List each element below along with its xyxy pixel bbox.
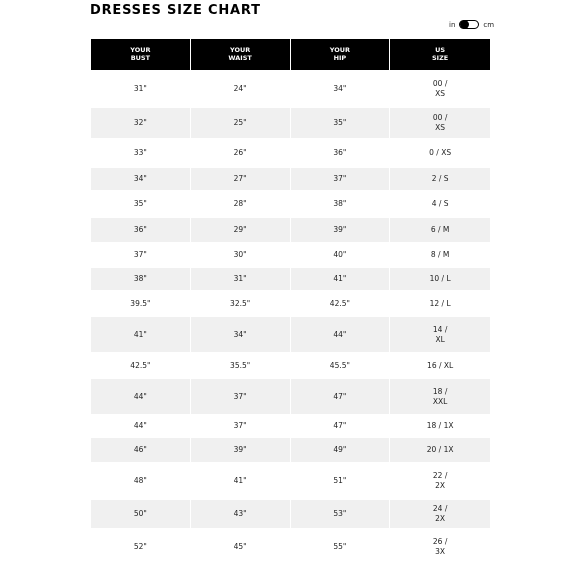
us-size-cell	[390, 190, 490, 217]
waist-cell-text: 27"	[233, 174, 247, 183]
waist-cell	[191, 462, 291, 499]
hip-cell	[291, 167, 391, 190]
unit-toggle-cm-label: cm	[483, 20, 495, 29]
hip-cell-text: 55"	[333, 542, 347, 551]
bust-cell	[91, 267, 191, 290]
waist-cell	[191, 528, 291, 565]
us-size-cell	[390, 316, 490, 352]
waist-cell-text: 43"	[233, 509, 247, 518]
bust-cell-text: 36"	[133, 225, 147, 234]
unit-toggle-in-label: in	[449, 20, 456, 29]
hip-cell-text: 36"	[333, 148, 347, 157]
us-size-cell-text: XS	[435, 123, 446, 132]
table-row	[91, 217, 490, 242]
hip-cell-text: 44"	[333, 329, 347, 339]
table-row	[91, 352, 490, 378]
us-size-cell-text: 2X	[435, 481, 446, 490]
bust-cell	[91, 352, 191, 378]
table-row	[91, 138, 490, 167]
bust-cell-text: 44"	[133, 421, 147, 430]
hip-cell-text: 51"	[333, 476, 347, 485]
waist-cell-text: 37"	[233, 421, 247, 430]
bust-cell	[91, 378, 191, 414]
bust-cell-text: 50"	[133, 509, 147, 518]
hip-cell-text: 47"	[333, 421, 347, 430]
hip-cell	[291, 138, 391, 167]
hip-cell	[291, 290, 391, 316]
us-size-cell	[390, 70, 490, 107]
toggle-switch-icon[interactable]	[459, 20, 479, 29]
waist-cell	[191, 138, 291, 167]
waist-cell-text: 41"	[233, 476, 247, 485]
us-size-cell	[390, 107, 490, 138]
hip-cell-text: 41"	[333, 274, 347, 283]
waist-cell	[191, 70, 291, 107]
bust-cell	[91, 290, 191, 316]
waist-cell-text: 35.5"	[230, 360, 251, 370]
us-size-cell-text: 20 / 1X	[426, 445, 454, 454]
bust-cell	[91, 167, 191, 190]
us-size-cell	[390, 528, 490, 565]
us-size-cell-text: 8 / M	[430, 250, 450, 259]
bust-cell-text: 35"	[133, 199, 147, 208]
us-size-cell	[390, 462, 490, 499]
toggle-knob	[460, 20, 469, 29]
hip-cell	[291, 217, 391, 242]
table-row	[91, 378, 490, 414]
bust-cell-text: 44"	[133, 391, 147, 401]
hip-cell-text: 38"	[333, 199, 347, 208]
bust-cell-text: 31"	[133, 84, 147, 93]
bust-cell-text: 39.5"	[130, 298, 151, 308]
waist-cell-text: 45"	[233, 542, 247, 551]
hip-cell-text: 53"	[333, 509, 347, 518]
table-row	[91, 190, 490, 217]
us-size-cell-text: 2 / S	[431, 174, 449, 183]
hip-cell-text: 42.5"	[329, 298, 350, 308]
waist-cell-text: 25"	[233, 118, 247, 127]
hip-cell	[291, 499, 391, 528]
hip-cell	[291, 107, 391, 138]
us-size-cell-text: 00 /	[432, 113, 448, 122]
waist-cell	[191, 414, 291, 437]
bust-cell-text: 34"	[133, 174, 147, 183]
hip-cell	[291, 528, 391, 565]
us-size-cell-text: 26 /	[432, 537, 448, 546]
hip-cell	[291, 316, 391, 352]
waist-cell	[191, 352, 291, 378]
hip-cell	[291, 414, 391, 437]
waist-cell	[191, 437, 291, 462]
bust-cell-text: 33"	[133, 148, 147, 157]
table-row	[91, 414, 490, 437]
bust-cell	[91, 107, 191, 138]
us-size-cell	[390, 167, 490, 190]
hip-cell-text: 34"	[333, 84, 347, 93]
bust-cell	[91, 437, 191, 462]
us-size-cell-text: 12 / L	[429, 298, 451, 308]
us-size-cell-text: 00 /	[432, 79, 448, 88]
table-row	[91, 437, 490, 462]
waist-cell-text: 24"	[233, 84, 247, 93]
table-row	[91, 167, 490, 190]
us-size-cell-text: XS	[435, 89, 446, 98]
bust-cell	[91, 316, 191, 352]
bust-cell-text: 48"	[133, 476, 147, 485]
us-size-cell	[390, 290, 490, 316]
us-size-cell-text: 6 / M	[430, 225, 450, 234]
us-size-cell	[390, 414, 490, 437]
bust-cell-text: 42.5"	[130, 360, 151, 370]
us-size-cell-text: 14 /	[432, 324, 448, 334]
table-row	[91, 267, 490, 290]
us-size-cell-text: 4 / S	[431, 199, 449, 208]
us-size-cell-text: 2X	[435, 514, 446, 523]
waist-cell	[191, 499, 291, 528]
us-size-cell-text: 10 / L	[429, 274, 451, 283]
us-size-cell-text: XL	[435, 334, 445, 344]
bust-cell	[91, 217, 191, 242]
waist-cell	[191, 107, 291, 138]
header-hip: YOUR HIP	[291, 39, 391, 70]
table-row	[91, 242, 490, 267]
us-size-cell	[390, 138, 490, 167]
us-size-cell-text: 16 / XL	[427, 360, 454, 370]
hip-cell	[291, 352, 391, 378]
bust-cell	[91, 528, 191, 565]
bust-cell	[91, 499, 191, 528]
bust-cell-text: 46"	[133, 445, 147, 454]
size-chart-body	[91, 70, 490, 565]
bust-cell	[91, 70, 191, 107]
bust-cell	[91, 242, 191, 267]
hip-cell	[291, 267, 391, 290]
unit-toggle[interactable]	[449, 20, 494, 29]
waist-cell	[191, 316, 291, 352]
bust-cell-text: 32"	[133, 118, 147, 127]
table-row	[91, 107, 490, 138]
waist-cell-text: 32.5"	[230, 298, 251, 308]
table-row	[91, 70, 490, 107]
waist-cell	[191, 242, 291, 267]
hip-cell	[291, 70, 391, 107]
bust-cell-text: 38"	[133, 274, 147, 283]
us-size-cell-text: 18 /	[432, 386, 448, 396]
waist-cell-text: 30"	[233, 250, 247, 259]
waist-cell	[191, 267, 291, 290]
us-size-cell-text: 24 /	[432, 504, 448, 513]
waist-cell-text: 34"	[233, 329, 247, 339]
hip-cell-text: 35"	[333, 118, 347, 127]
bust-cell	[91, 462, 191, 499]
us-size-cell	[390, 352, 490, 378]
table-row	[91, 290, 490, 316]
us-size-cell	[390, 217, 490, 242]
us-size-cell-text: 18 / 1X	[426, 421, 454, 430]
waist-cell-text: 37"	[233, 391, 247, 401]
bust-cell	[91, 190, 191, 217]
us-size-cell	[390, 437, 490, 462]
bust-cell-text: 37"	[133, 250, 147, 259]
hip-cell-text: 47"	[333, 391, 347, 401]
bust-cell-text: 52"	[133, 542, 147, 551]
us-size-cell	[390, 242, 490, 267]
table-row	[91, 499, 490, 528]
header-bust: YOUR BUST	[91, 39, 191, 70]
hip-cell	[291, 437, 391, 462]
bust-cell	[91, 414, 191, 437]
us-size-cell-text: 22 /	[432, 471, 448, 480]
us-size-cell	[390, 267, 490, 290]
hip-cell-text: 40"	[333, 250, 347, 259]
us-size-cell	[390, 378, 490, 414]
waist-cell	[191, 167, 291, 190]
waist-cell	[191, 217, 291, 242]
hip-cell-text: 49"	[333, 445, 347, 454]
size-chart-header	[91, 39, 490, 70]
waist-cell	[191, 190, 291, 217]
waist-cell-text: 29"	[233, 225, 247, 234]
header-waist: YOUR WAIST	[191, 39, 291, 70]
hip-cell	[291, 462, 391, 499]
waist-cell-text: 31"	[233, 274, 247, 283]
header-us-size: US SIZE	[390, 39, 490, 70]
page-title: DRESSES SIZE CHART	[90, 3, 261, 18]
table-row	[91, 528, 490, 565]
header-row	[91, 39, 490, 70]
us-size-cell	[390, 499, 490, 528]
waist-cell-text: 39"	[233, 445, 247, 454]
hip-cell-text: 45.5"	[329, 360, 350, 370]
size-chart-table	[91, 39, 490, 565]
waist-cell	[191, 378, 291, 414]
waist-cell-text: 26"	[233, 148, 247, 157]
waist-cell	[191, 290, 291, 316]
table-row	[91, 462, 490, 499]
hip-cell-text: 37"	[333, 174, 347, 183]
us-size-cell-text: XXL	[432, 396, 448, 406]
bust-cell	[91, 138, 191, 167]
us-size-cell-text: 0 / XS	[429, 148, 452, 157]
hip-cell	[291, 378, 391, 414]
us-size-cell-text: 3X	[435, 547, 446, 556]
bust-cell-text: 41"	[133, 329, 147, 339]
table-row	[91, 316, 490, 352]
hip-cell-text: 39"	[333, 225, 347, 234]
waist-cell-text: 28"	[233, 199, 247, 208]
hip-cell	[291, 242, 391, 267]
hip-cell	[291, 190, 391, 217]
